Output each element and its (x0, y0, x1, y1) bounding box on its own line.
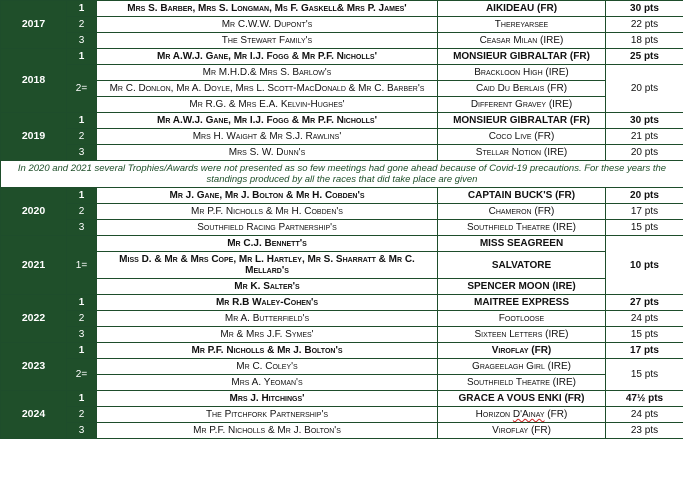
position-cell: 3 (67, 33, 97, 49)
position-cell: 1 (67, 295, 97, 311)
owner-cell: Mr P.F. Nicholls & Mr J. Bolton's (97, 423, 438, 439)
position-cell: 3 (67, 327, 97, 343)
horse-cell: SALVATORE (438, 252, 606, 279)
horse-cell: Brackloon High (IRE) (438, 65, 606, 81)
horse-cell: Viroflay (FR) (438, 343, 606, 359)
owner-cell: Miss D. & Mr & Mrs Cope, Mr L. Hartley, Mr S. Sharratt & Mr C. Mellard's (97, 252, 438, 279)
position-cell: 2= (67, 65, 97, 113)
owner-cell: Mr P.F. Nicholls & Mr H. Cobden's (97, 204, 438, 220)
table-row (1, 145, 683, 161)
table-row (1, 279, 683, 295)
table-row (1, 97, 683, 113)
points-cell: 27 pts (606, 295, 683, 311)
table-row (1, 295, 683, 311)
owner-cell: Mr R.B Waley-Cohen's (97, 295, 438, 311)
points-cell: 24 pts (606, 311, 683, 327)
position-cell: 1 (67, 391, 97, 407)
table-row (1, 423, 683, 439)
year-cell: 2021 (1, 236, 67, 295)
table-row (1, 113, 683, 129)
horse-cell: Viroflay (FR) (438, 423, 606, 439)
year-cell: 2023 (1, 343, 67, 391)
year-cell: 2018 (1, 49, 67, 113)
horse-cell: MISS SEAGREEN (438, 236, 606, 252)
position-cell: 3 (67, 145, 97, 161)
horse-cell: MONSIEUR GIBRALTAR (FR) (438, 49, 606, 65)
owner-cell: Southfield Racing Partnership's (97, 220, 438, 236)
table-row (1, 236, 683, 252)
horse-cell (438, 407, 606, 423)
position-cell: 2 (67, 311, 97, 327)
table-row (1, 311, 683, 327)
owner-cell: Mr J. Gane, Mr J. Bolton & Mr H. Cobden's (97, 188, 438, 204)
horse-cell: Chameron (FR) (438, 204, 606, 220)
table-row (1, 33, 683, 49)
owner-cell: Mr A.W.J. Gane, Mr I.J. Fogg & Mr P.F. Nicholls' (97, 49, 438, 65)
year-cell: 2017 (1, 1, 67, 49)
table-row (1, 391, 683, 407)
horse-cell: Different Gravey (IRE) (438, 97, 606, 113)
points-cell: 21 pts (606, 129, 683, 145)
horse-cell: MONSIEUR GIBRALTAR (FR) (438, 113, 606, 129)
horse-name-part: Horizon (475, 409, 513, 420)
horse-cell: Grageelagh Girl (IRE) (438, 359, 606, 375)
owner-cell: Mr P.F. Nicholls & Mr J. Bolton's (97, 343, 438, 359)
position-cell: 1 (67, 188, 97, 204)
owner-cell: Mrs S. Barber, Mrs S. Longman, Ms F. Gaskell& Mrs P. James' (97, 1, 438, 17)
position-cell: 2 (67, 129, 97, 145)
table-row (1, 81, 683, 97)
table-row (1, 359, 683, 375)
points-cell: 15 pts (606, 220, 683, 236)
owner-cell: Mr C.J. Bennett's (97, 236, 438, 252)
horse-cell: Stellar Notion (IRE) (438, 145, 606, 161)
owner-cell: Mr M.H.D.& Mrs S. Barlow's (97, 65, 438, 81)
horse-cell: MAITREE EXPRESS (438, 295, 606, 311)
position-cell: 2 (67, 204, 97, 220)
points-cell: 15 pts (606, 327, 683, 343)
position-cell: 1= (67, 236, 97, 295)
points-cell: 23 pts (606, 423, 683, 439)
horse-name-part: (FR) (544, 409, 568, 420)
table-row (1, 343, 683, 359)
table-row (1, 327, 683, 343)
points-cell: 15 pts (606, 359, 683, 391)
points-cell: 18 pts (606, 33, 683, 49)
points-cell: 24 pts (606, 407, 683, 423)
table-row (1, 375, 683, 391)
table-row (1, 407, 683, 423)
table-row (1, 49, 683, 65)
owner-cell: Mrs J. Hitchings' (97, 391, 438, 407)
owner-cell: Mr K. Salter's (97, 279, 438, 295)
owner-cell: Mrs A. Yeoman's (97, 375, 438, 391)
points-cell: 30 pts (606, 1, 683, 17)
table-row (1, 17, 683, 33)
position-cell: 2= (67, 359, 97, 391)
points-cell: 30 pts (606, 113, 683, 129)
points-cell: 17 pts (606, 343, 683, 359)
owner-cell: Mrs H. Waight & Mr S.J. Rawlins' (97, 129, 438, 145)
horse-cell: Southfield Theatre (IRE) (438, 375, 606, 391)
horse-cell: SPENCER MOON (IRE) (438, 279, 606, 295)
owner-cell: The Pitchfork Partnership's (97, 407, 438, 423)
table-row (1, 129, 683, 145)
table-row (1, 204, 683, 220)
owner-cell: The Stewart Family's (97, 33, 438, 49)
horse-cell: Caid Du Berlais (FR) (438, 81, 606, 97)
horse-cell: AIKIDEAU (FR) (438, 1, 606, 17)
points-cell: 47½ pts (606, 391, 683, 407)
position-cell: 1 (67, 343, 97, 359)
position-cell: 3 (67, 423, 97, 439)
horse-cell: Coco Live (FR) (438, 129, 606, 145)
horse-cell: Southfield Theatre (IRE) (438, 220, 606, 236)
points-cell: 20 pts (606, 145, 683, 161)
position-cell: 1 (67, 113, 97, 129)
owner-cell: Mr C.W.W. Dupont's (97, 17, 438, 33)
year-cell: 2019 (1, 113, 67, 161)
owner-cell: Mr A. Butterfield's (97, 311, 438, 327)
points-cell: 22 pts (606, 17, 683, 33)
points-cell: 17 pts (606, 204, 683, 220)
horse-cell: CAPTAIN BUCK'S (FR) (438, 188, 606, 204)
spellcheck-flagged-word: D'Ainay (512, 409, 545, 420)
points-cell: 10 pts (606, 236, 683, 295)
points-cell: 20 pts (606, 188, 683, 204)
points-cell: 20 pts (606, 65, 683, 113)
table-row (1, 188, 683, 204)
table-row (1, 252, 683, 279)
owner-cell: Mr C. Coley's (97, 359, 438, 375)
year-cell: 2020 (1, 188, 67, 236)
owner-cell: Mr R.G. & Mrs E.A. Kelvin-Hughes' (97, 97, 438, 113)
points-cell: 25 pts (606, 49, 683, 65)
covid-note-row (1, 161, 683, 188)
year-cell: 2022 (1, 295, 67, 343)
horse-cell: Footloose (438, 311, 606, 327)
covid-note: In 2020 and 2021 several Trophies/Awards were not presented as so few meetings had gone ahead because of Covid-19 precautions. For these years the standings produced by all the races that did take place are given (1, 161, 683, 188)
horse-cell: GRACE A VOUS ENKI (FR) (438, 391, 606, 407)
owner-cell: Mr C. Donlon, Mr A. Doyle, Mrs L. Scott-MacDonald & Mr C. Barber's (97, 81, 438, 97)
position-cell: 1 (67, 1, 97, 17)
table-row (1, 65, 683, 81)
table-row (1, 1, 683, 17)
owner-cell: Mr & Mrs J.F. Symes' (97, 327, 438, 343)
position-cell: 2 (67, 407, 97, 423)
position-cell: 3 (67, 220, 97, 236)
year-cell: 2024 (1, 391, 67, 439)
owner-cell: Mrs S. W. Dunn's (97, 145, 438, 161)
horse-cell: Ceasar Milan (IRE) (438, 33, 606, 49)
horse-cell: Thereyarsee (438, 17, 606, 33)
position-cell: 1 (67, 49, 97, 65)
position-cell: 2 (67, 17, 97, 33)
horse-cell: Sixteen Letters (IRE) (438, 327, 606, 343)
table-row (1, 220, 683, 236)
owner-cell: Mr A.W.J. Gane, Mr I.J. Fogg & Mr P.F. Nicholls' (97, 113, 438, 129)
